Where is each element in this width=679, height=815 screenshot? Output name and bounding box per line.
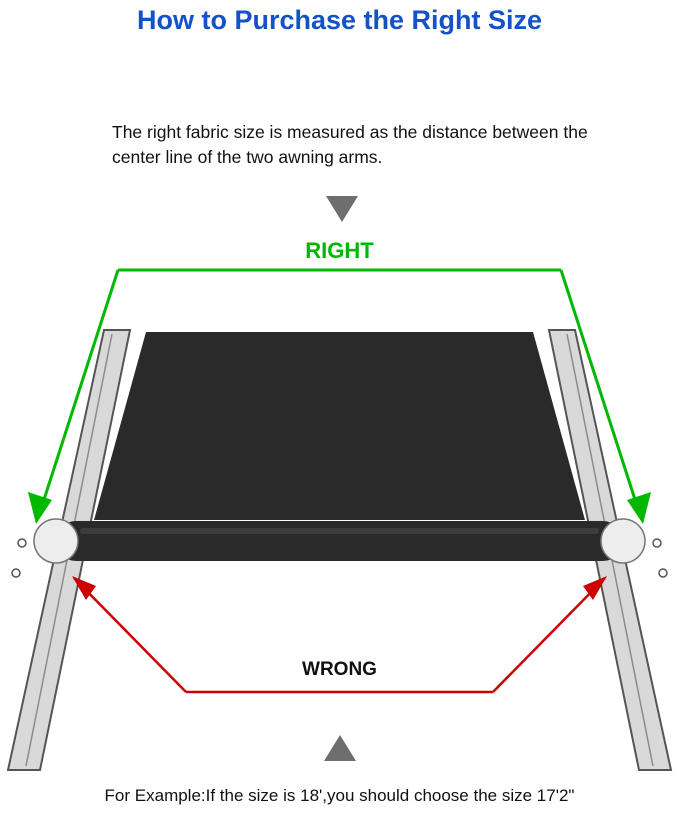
right-arrow-head-left <box>28 492 52 524</box>
intro-text: The right fabric size is measured as the distance between the center line of the two awning arms. <box>112 122 588 167</box>
right-arm-screw-bottom <box>659 569 667 577</box>
right-arm-screw-top <box>653 539 661 547</box>
pointer-up-bottom-icon <box>324 735 356 761</box>
label-right: RIGHT <box>305 238 374 263</box>
left-arm-screw-bottom <box>12 569 20 577</box>
pointer-down-top-icon <box>326 196 358 222</box>
right-arrow-head-right <box>627 492 651 524</box>
right-arm-joint <box>601 519 645 563</box>
awning-roller-bar <box>56 521 623 561</box>
example-text: For Example:If the size is 18',you should choose the size 17'2" <box>104 786 575 805</box>
awning-roller-highlight <box>80 528 599 534</box>
label-wrong: WRONG <box>302 659 377 680</box>
page-title: How to Purchase the Right Size <box>136 5 543 35</box>
left-arm-joint <box>34 519 78 563</box>
awning-canopy <box>94 332 585 520</box>
left-arm-screw-top <box>18 539 26 547</box>
